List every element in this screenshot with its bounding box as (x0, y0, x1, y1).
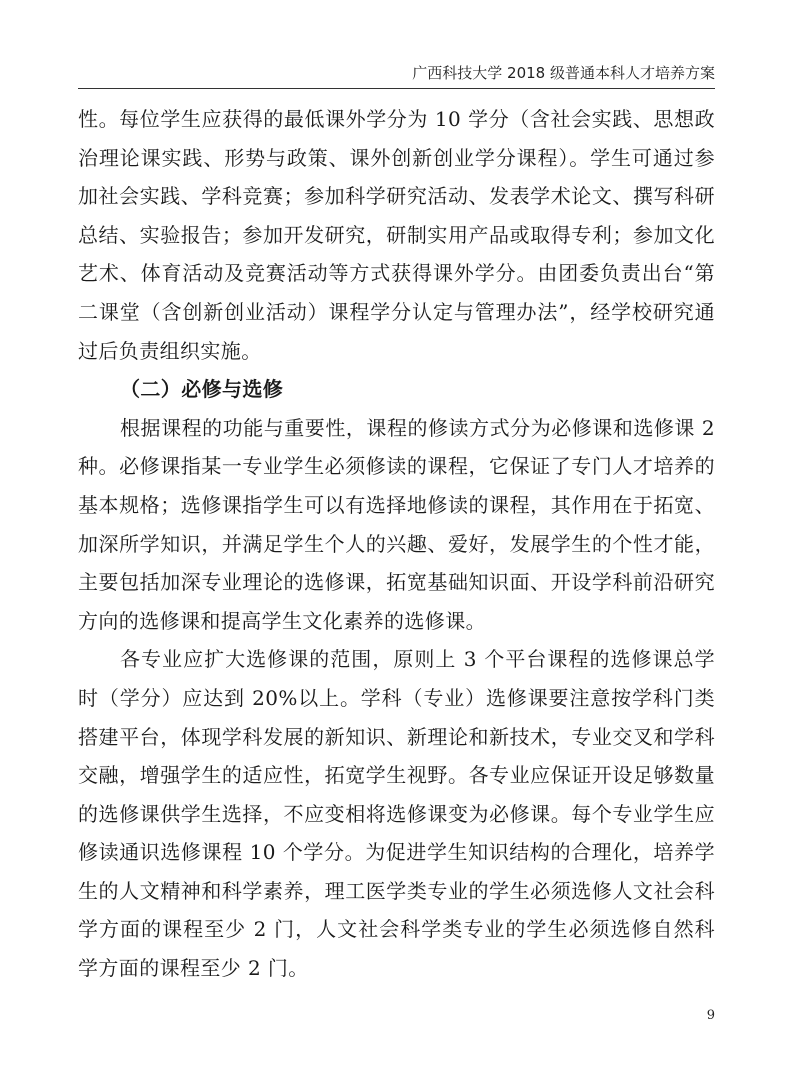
document-body (78, 100, 715, 988)
section-heading: （二）必修与选修 (120, 377, 284, 402)
header-title: 广西科技大学 2018 级普通本科人才培养方案 (412, 64, 715, 82)
page-header (78, 62, 715, 89)
page-number: 9 (706, 1008, 715, 1023)
paragraph-required-elective: 根据课程的功能与重要性，课程的修读方式分为必修课和选修课 2 种。必修课指某一专业学生必须修读的课程，它保证了专门人才培养的基本规格；选修课指学生可以有选择地修读的课程，其作用在于拓宽、加深所学知识，并满足学生个人的兴趣、爱好，发展学生的个性才能，主要包括加深专业理论的选修课，拓宽基础知识面、开设学科前沿研究方向的选修课和提高学生文化素养的选修课。 (78, 415, 715, 633)
paragraph-elective-scope: 各专业应扩大选修课的范围，原则上 3 个平台课程的选修课总学时（学分）应达到 20%以上。学科（专业）选修课要注意按学科门类搭建平台，体现学科发展的新知识、新理论和新技术，专业交叉和学科交融，增强学生的适应性，拓宽学生视野。各专业应保证开设足够数量的选修课供学生选择，不应变相将选修课变为必修课。每个专业学生应修读通识选修课程 10 个学分。为促进学生知识结构的合理化，培养学生的人文精神和科学素养，理工医学类专业的学生必须选修人文社会科学方面的课程至少 2 门，人文社会科学类专业的学生必须选修自然科学方面的课程至少 2 门。 (78, 647, 715, 981)
paragraph-extracurricular-credits: 性。每位学生应获得的最低课外学分为 10 学分（含社会实践、思想政治理论课实践、形势与政策、课外创新创业学分课程）。学生可通过参加社会实践、学科竞赛；参加科学研究活动、发表学术论文、撰写科研总结、实验报告；参加开发研究，研制实用产品或取得专利；参加文化艺术、体育活动及竞赛活动等方式获得课外学分。由团委负责出台“第二课堂（含创新创业活动）课程学分认定与管理办法”，经学校研究通过后负责组织实施。 (78, 107, 715, 363)
